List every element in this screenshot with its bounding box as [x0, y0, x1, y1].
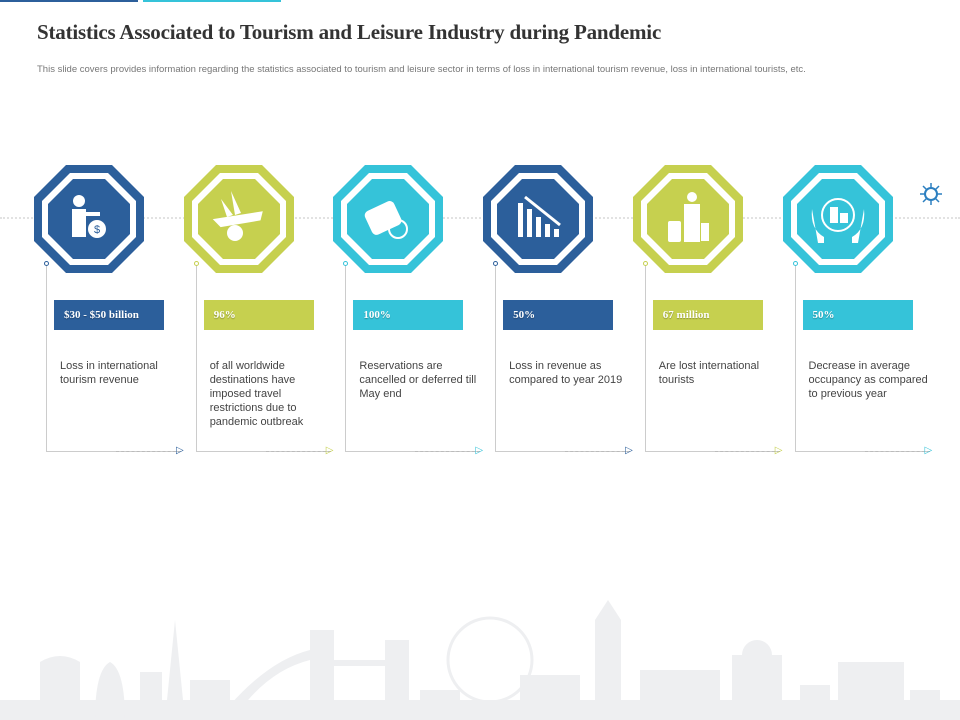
stat-description: Loss in revenue as compared to year 2019 — [509, 360, 623, 386]
stat-value: 50% — [503, 300, 613, 330]
stat-description: Decrease in average occupancy as compared to previous year — [808, 360, 928, 400]
dashed-baseline — [565, 451, 630, 452]
accent-bar-blue — [0, 0, 138, 2]
connector-dot — [44, 261, 49, 266]
connector-dot — [194, 261, 199, 266]
dashed-baseline — [116, 451, 181, 452]
connector-dot — [793, 261, 798, 266]
stat-value: 67 million — [653, 300, 763, 330]
octagon-badge — [184, 165, 294, 273]
stat-card — [495, 165, 645, 465]
connector-line — [645, 263, 646, 451]
accent-bar-cyan — [143, 0, 281, 2]
octagon-badge — [34, 165, 144, 273]
stat-description: of all worldwide destinations have imposed travel restrictions due to pandemic outbreak — [209, 360, 304, 428]
octagon-badge — [633, 165, 743, 273]
octagon-badge — [333, 165, 443, 273]
virus-icon — [920, 183, 942, 205]
connector-line — [495, 263, 496, 451]
city-skyline-illustration — [0, 600, 960, 720]
stat-description: Reservations are cancelled or deferred till May end — [359, 360, 477, 400]
stat-value: $30 - $50 billion — [54, 300, 164, 330]
connector-line — [795, 263, 796, 451]
connector-line — [345, 263, 346, 451]
dashed-baseline — [415, 451, 480, 452]
stat-description: Are lost international tourists — [658, 360, 760, 386]
dashed-baseline — [865, 451, 930, 452]
stat-card — [645, 165, 795, 465]
stat-value: 100% — [353, 300, 463, 330]
arrow-triangle-icon: ▷ — [176, 445, 184, 456]
stat-description: Loss in international tourism revenue — [60, 360, 158, 386]
stat-card — [46, 165, 196, 465]
stat-card — [196, 165, 346, 465]
svg-text:$: $ — [93, 224, 101, 236]
dashed-baseline — [266, 451, 331, 452]
connector-line — [46, 263, 47, 451]
octagon-badge — [783, 165, 893, 273]
connector-dot — [643, 261, 648, 266]
arrow-triangle-icon: ▷ — [625, 445, 633, 456]
stat-card — [345, 165, 495, 465]
page-subtitle: This slide covers provides information regarding the statistics associated to tourism and leisure sector in terms of loss in international tourism revenue, loss in international tourists, etc. — [37, 64, 806, 75]
arrow-triangle-icon: ▷ — [475, 445, 484, 456]
octagon-badge — [483, 165, 593, 273]
stat-value: 50% — [803, 300, 913, 330]
arrow-triangle-icon: ▷ — [924, 445, 933, 456]
connector-line — [196, 263, 197, 451]
dashed-baseline — [715, 451, 780, 452]
page-title: Statistics Associated to Tourism and Leisure Industry during Pandemic — [37, 20, 662, 44]
stat-card — [795, 165, 945, 465]
arrow-triangle-icon: ▷ — [325, 445, 334, 456]
stat-value: 96% — [204, 300, 314, 330]
arrow-triangle-icon: ▷ — [774, 445, 783, 456]
